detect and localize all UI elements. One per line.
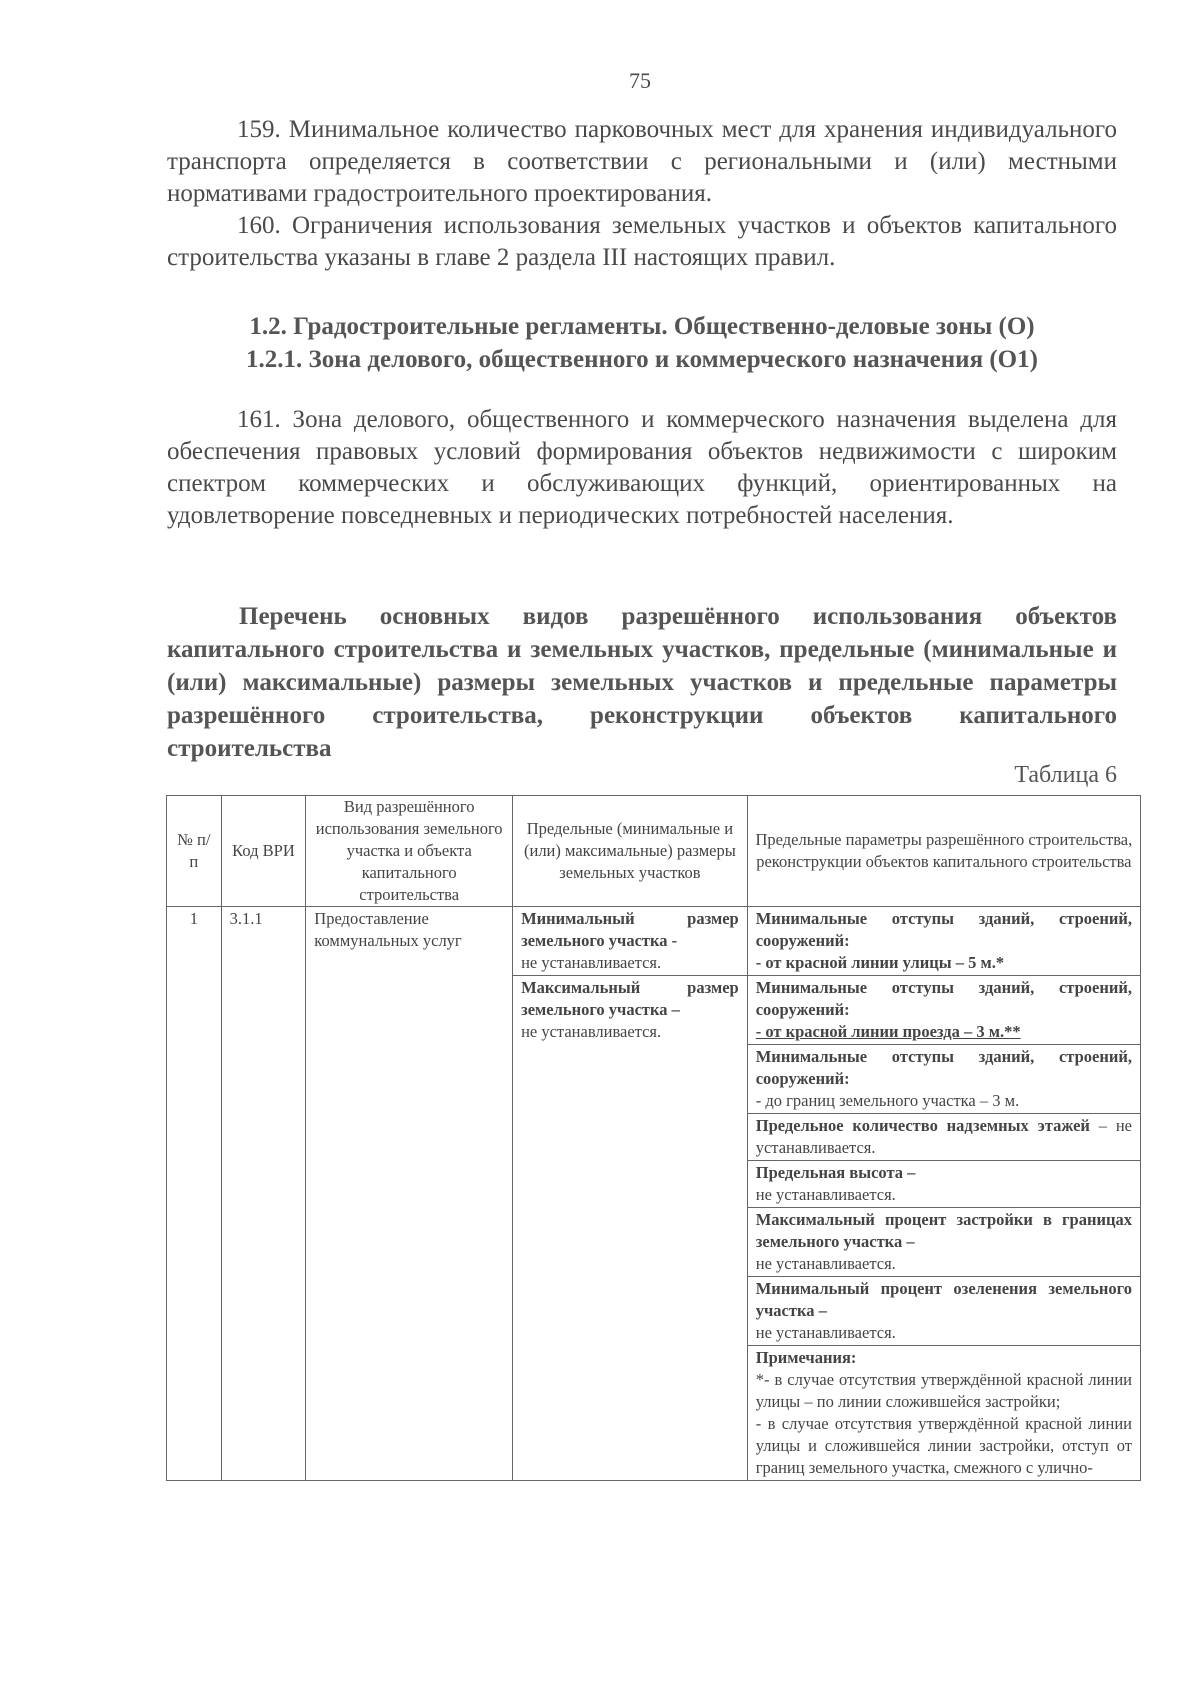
param-value: не устанавливается. xyxy=(755,1254,896,1273)
section-headings xyxy=(167,310,1117,376)
size-min-value: не устанавливается. xyxy=(521,953,662,972)
param-label: Предельная высота – xyxy=(755,1163,916,1182)
param-value: не устанавливается. xyxy=(755,1185,896,1204)
notes-cell xyxy=(747,1346,1140,1481)
size-max-value: не устанавливается. xyxy=(521,1022,662,1041)
size-max-label: Максимальный размер земельного участка – xyxy=(521,978,739,1019)
param-label: Максимальный процент застройки в границах земельного участка – xyxy=(755,1210,1132,1251)
paragraph-161: 161. Зона делового, общественного и коммерческого назначения выделена для обеспечения правовых условий формирования объектов недвижимости с широким спектром коммерческих и обслуживающих функций, ориентированных на удовлетворение повседневных и периодических потребностей населения. xyxy=(167,406,1117,529)
zone-description xyxy=(167,404,1117,532)
table-header-row xyxy=(167,796,1141,907)
row-num: 1 xyxy=(167,907,222,1481)
section-heading-1-2: 1.2. Градостроительные регламенты. Общественно-деловые зоны (О) xyxy=(249,313,1035,340)
param-label: Минимальные отступы зданий, строений, сооружений: xyxy=(755,978,1132,1019)
size-min-label: Минимальный размер земельного участка - xyxy=(521,909,739,950)
param-label: Предельное количество надземных этажей xyxy=(755,1116,1090,1135)
param-value: не устанавливается. xyxy=(755,1323,896,1342)
table-row xyxy=(167,907,1141,976)
param-value: - до границ земельного участка – 3 м. xyxy=(755,1091,1020,1110)
header-kind: Вид разрешённого использования земельного участка и объекта капитального строительства xyxy=(306,796,513,907)
row-kind: Предоставление коммунальных услуг xyxy=(306,907,513,1481)
param-cell xyxy=(747,1277,1140,1346)
size-max-cell xyxy=(513,976,748,1481)
row-code: 3.1.1 xyxy=(221,907,306,1481)
intro-paragraphs xyxy=(167,114,1117,274)
list-title: Перечень основных видов разрешённого использования объектов капитального строительства и земельных участков, предельные (минимальные и (или) максимальные) размеры земельных участков и предельные параметры разрешённого строительства, реконструкции объектов капитального строительства xyxy=(167,603,1117,762)
header-size: Предельные (минимальные и (или) максимальные) размеры земельных участков xyxy=(513,796,748,907)
header-params: Предельные параметры разрешённого строительства, реконструкции объектов капитального строительства xyxy=(747,796,1140,907)
size-min-cell xyxy=(513,907,748,976)
regulations-table xyxy=(166,795,1141,1481)
paragraph-159: 159. Минимальное количество парковочных мест для хранения индивидуального транспорта определяется в соответствии с региональными и (или) местными нормативами градостроительного проектирования. xyxy=(167,116,1117,207)
header-code: Код ВРИ xyxy=(221,796,306,907)
param-cell xyxy=(747,1045,1140,1114)
section-heading-1-2-1: 1.2.1. Зона делового, общественного и коммерческого назначения (О1) xyxy=(246,346,1038,373)
notes-title: Примечания: xyxy=(755,1348,857,1367)
notes-line-1: *- в случае отсутствия утверждённой красной линии улицы – по линии сложившейся застройки; xyxy=(755,1370,1132,1411)
param-value: – не устанавливается. xyxy=(755,1116,1132,1157)
param-label: Минимальный процент озеленения земельного участка – xyxy=(755,1279,1132,1320)
paragraph-160: 160. Ограничения использования земельных участков и объектов капитального строительства указаны в главе 2 раздела III настоящих правил. xyxy=(167,212,1117,271)
param-cell xyxy=(747,907,1140,976)
param-cell xyxy=(747,1208,1140,1277)
header-num: № п/п xyxy=(167,796,222,907)
param-cell xyxy=(747,1114,1140,1161)
param-cell xyxy=(747,976,1140,1045)
param-label: Минимальные отступы зданий, строений, сооружений: xyxy=(755,1047,1132,1088)
param-value: - от красной линии проезда – 3 м.** xyxy=(755,1022,1021,1041)
page-number: 75 xyxy=(629,68,651,93)
param-cell xyxy=(747,1161,1140,1208)
param-label: Минимальные отступы зданий, строений, сооружений: xyxy=(755,909,1132,950)
notes-line-2: - в случае отсутствия утверждённой красной линии улицы и сложившейся линии застройки, отступ от границ земельного участка, смежного с улично- xyxy=(755,1414,1132,1477)
table-label: Таблица 6 xyxy=(1014,762,1117,788)
param-value: - от красной линии улицы – 5 м.* xyxy=(755,953,1005,972)
